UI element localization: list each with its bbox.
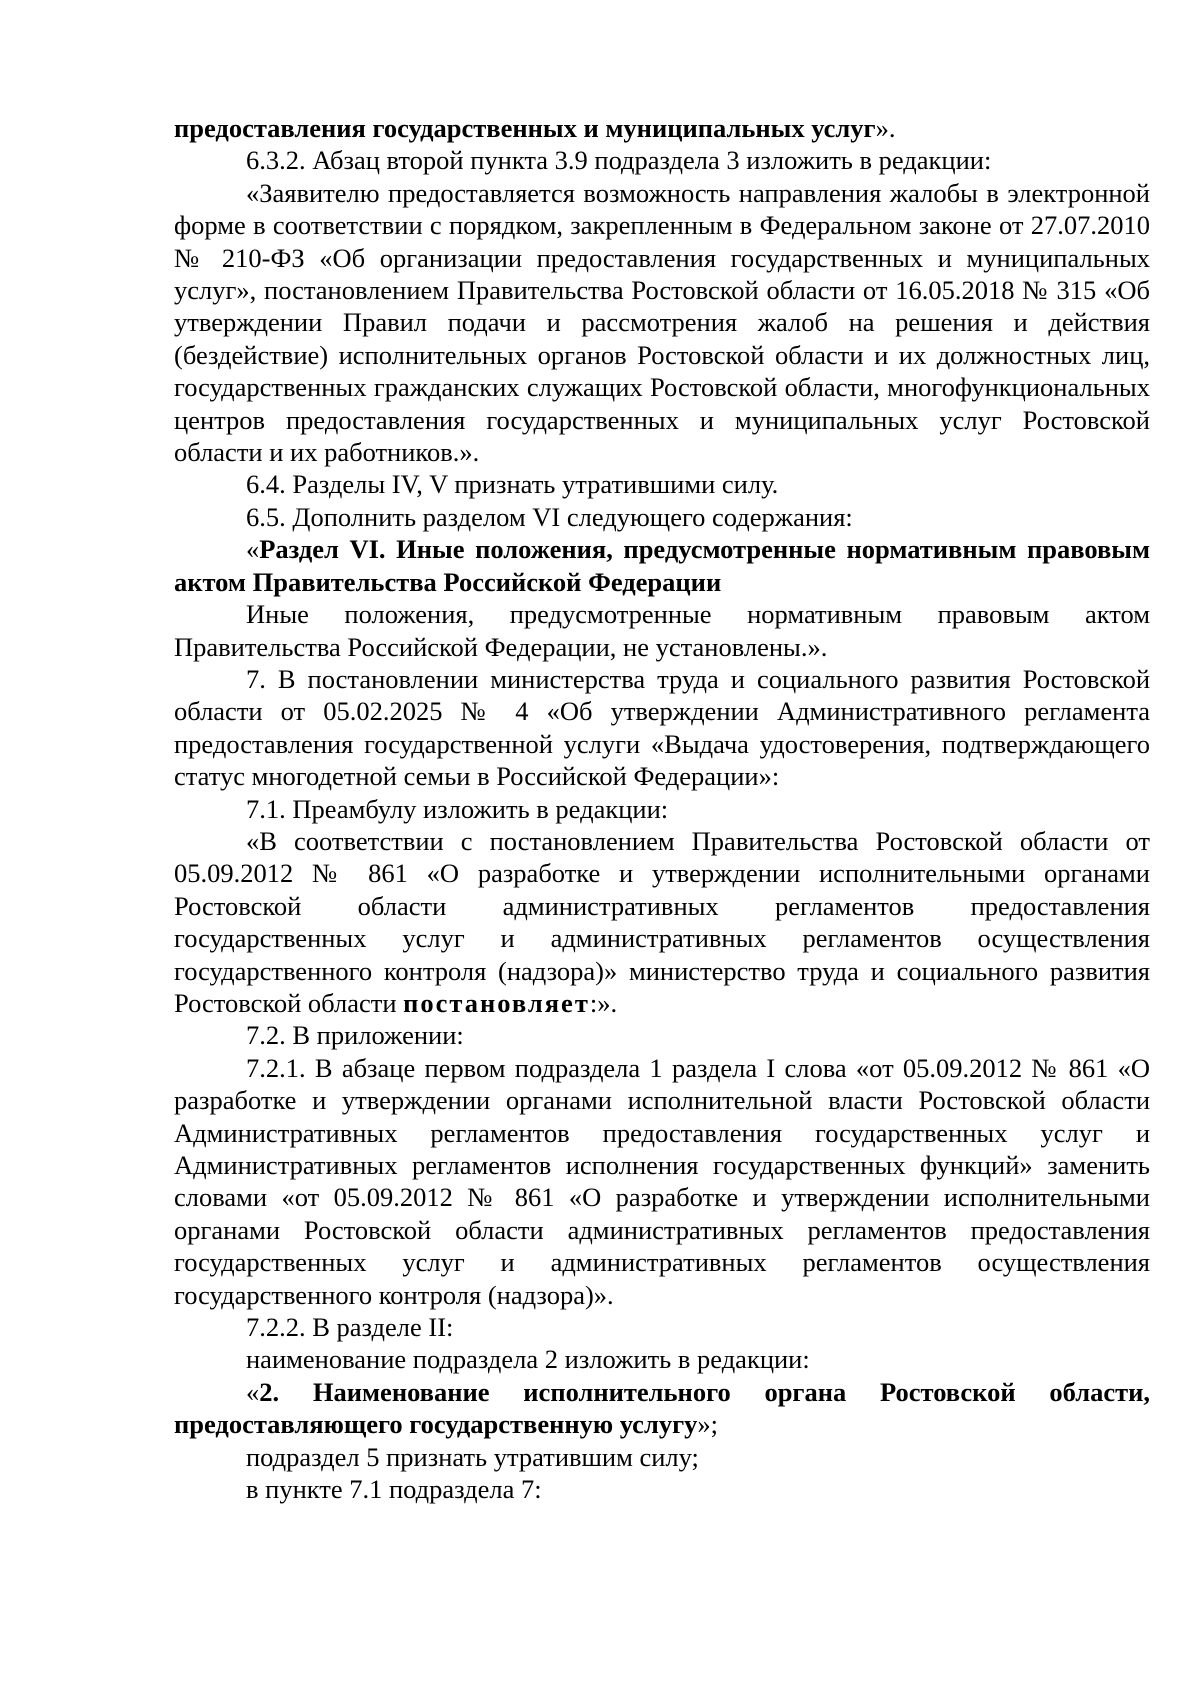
paragraph-7-2: 7.2. В приложении: xyxy=(246,1020,464,1051)
paragraph-7-2-2: 7.2.2. В разделе II: xyxy=(246,1312,454,1343)
paragraph-continuation xyxy=(174,112,1150,144)
bold-heading: 2. Наименование исполнительного органа Ростовской области, предоставляющего государственную услугу xyxy=(174,1376,1150,1440)
paragraph-quote-complaint: «Заявителю предоставляется возможность направления жалобы в электронной форме в соответствии с порядком, закрепленным в Федеральном законе от 27.07.2010 № 210-ФЗ «Об организации предоставления государственных и муниципальных услуг», постановлением Правительства Ростовской области от 16.05.2018 № 315 «Об утверждении Правил подачи и рассмотрения жалоб на решения и действия (бездействие) исполнительных органов Ростовской области и их должностных лиц, государственных гражданских служащих Ростовской области, многофункциональных центров предоставления государственных и муниципальных услуг Ростовской области и их работников.». xyxy=(174,177,1150,468)
text: »; xyxy=(697,1409,718,1440)
text: «В соответствии с постановлением Правительства Ростовской области от 05.09.2012 № 861 «О разработке и утверждении исполнительными органами Ростовской области административных регламентов предоставления государственных услуг и административных регламентов осуществления государственного контроля (надзора)» министерство труда и социального развития Ростовской области xyxy=(174,825,1150,1018)
paragraph-6-3-2: 6.3.2. Абзац второй пункта 3.9 подраздела 3 изложить в редакции: xyxy=(246,145,992,176)
paragraph-preamble xyxy=(174,825,1150,1019)
bold-heading: Раздел VI. Иные положения, предусмотренные нормативным правовым актом Правительства Российской Федерации xyxy=(174,534,1150,597)
text: :». xyxy=(589,987,618,1018)
document-page xyxy=(174,112,1150,1505)
section-vi-heading xyxy=(174,533,1150,598)
spaced-bold-word: постановляет xyxy=(403,987,590,1018)
paragraph-7-1: 7.1. Преамбулу изложить в редакции: xyxy=(246,793,669,824)
paragraph-subsection-name: наименование подраздела 2 изложить в редакции: xyxy=(246,1344,810,1375)
paragraph-7-2-1: 7.2.1. В абзаце первом подраздела 1 раздела I слова «от 05.09.2012 № 861 «О разработке и утверждении органами исполнительной власти Ростовской области Административных регламентов предоставления государственных услуг и Административных регламентов исполнения государственных функций» заменить словами «от 05.09.2012 № 861 «О разработке и утверждении исполнительными органами Ростовской области административных регламентов предоставления государственных услуг и административных регламентов осуществления государственного контроля (надзора)». xyxy=(174,1052,1150,1310)
paragraph-6-5: 6.5. Дополнить разделом VI следующего содержания: xyxy=(246,501,853,532)
subsection-2-heading xyxy=(174,1376,1150,1441)
paragraph-6-4: 6.4. Разделы IV, V признать утратившими силу. xyxy=(246,469,779,500)
paragraph-point-7-1: в пункте 7.1 подраздела 7: xyxy=(246,1474,542,1505)
bold-text: предоставления государственных и муниципальных услуг xyxy=(174,113,876,143)
paragraph-subsection-5: подраздел 5 признать утратившим силу; xyxy=(246,1441,699,1472)
paragraph-7: 7. В постановлении министерства труда и социального развития Ростовской области от 05.02.2025 № 4 «Об утверждении Административного регламента предоставления государственной услуги «Выдача удостоверения, подтверждающего статус многодетной семьи в Российской Федерации»: xyxy=(174,663,1150,792)
paragraph-other-provisions: Иные положения, предусмотренные нормативным правовым актом Правительства Российской Федерации, не установлены.». xyxy=(174,599,1150,662)
open-quote: « xyxy=(246,534,260,565)
text: ». xyxy=(875,113,896,143)
open-quote: « xyxy=(246,1376,260,1407)
